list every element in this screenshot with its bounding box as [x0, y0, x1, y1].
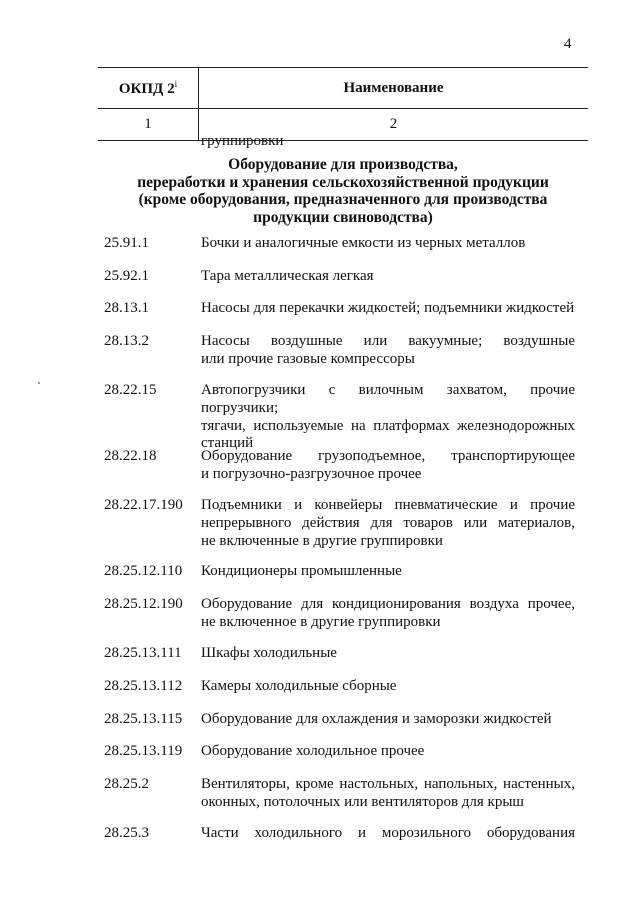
okpd-code: 28.25.13.111: [104, 645, 182, 661]
okpd-code: 25.91.1: [104, 235, 149, 251]
item-name-line: Оборудование для охлаждения и заморозки жидкостей: [201, 711, 552, 727]
item-name-line: не включенные в другие группировки: [201, 532, 443, 549]
item-name-line: непрерывного действия для товаров или материалов,: [201, 514, 575, 531]
item-name-line: Оборудование грузоподъемное, транспортирующее: [201, 448, 575, 464]
okpd-code: 28.22.17.190: [104, 497, 183, 513]
okpd-code: 28.25.13.115: [104, 711, 183, 727]
item-name-line: Части холодильного и морозильного оборудования: [201, 825, 575, 841]
item-name: [201, 711, 575, 729]
section-heading-line: переработки и хранения сельскохозяйственной продукции: [137, 173, 549, 191]
item-name-line: оконных, потолочных или вентиляторов для крыш: [201, 793, 524, 810]
item-name: [201, 333, 575, 369]
item-name: [201, 825, 575, 843]
item-name: [201, 497, 575, 550]
item-name-line: Автопогрузчики с вилочным захватом, прочие погрузчики;: [201, 382, 575, 416]
item-name-line: Насосы для перекачки жидкостей; подъемники жидкостей: [201, 300, 575, 316]
okpd-code: 28.25.13.119: [104, 743, 183, 759]
column-header-okpd: [98, 68, 199, 109]
section-heading-line: Оборудование для производства,: [228, 156, 458, 173]
item-name-line: Насосы воздушные или вакуумные; воздушные: [201, 333, 575, 349]
item-name-line: тягачи, используемые на платформах железнодорожных: [201, 417, 575, 434]
item-name-line: Тара металлическая легкая: [201, 268, 374, 284]
okpd-code: 25.92.1: [104, 268, 149, 284]
item-name-line: Бочки и аналогичные емкости из черных металлов: [201, 235, 526, 251]
okpd-code: 28.25.2: [104, 776, 149, 792]
okpd-code: 28.25.13.112: [104, 678, 183, 694]
okpd-code: 28.25.12.190: [104, 596, 183, 612]
section-heading-line: продукции свиноводства): [253, 208, 433, 226]
item-name: [201, 300, 575, 318]
item-name: [201, 235, 575, 253]
column-header-name: Наименование: [199, 68, 589, 109]
table-header: [98, 67, 588, 141]
item-name: [201, 678, 575, 696]
page-number: 4: [564, 36, 572, 52]
column-header-okpd-label: ОКПД 2: [118, 80, 175, 97]
item-name: [201, 448, 575, 484]
okpd-code: 28.13.2: [104, 333, 149, 349]
item-name-line: Вентиляторы, кроме настольных, напольных, настенных,: [201, 776, 575, 792]
item-name-line: Кондиционеры промышленные: [201, 563, 402, 579]
item-name: [201, 596, 575, 632]
okpd-code: 28.25.12.110: [104, 563, 183, 579]
item-name-line: Оборудование холодильное прочее: [201, 743, 425, 759]
column-number-1: 1: [98, 109, 199, 141]
item-name: [201, 645, 575, 663]
okpd-code: 28.22.18: [104, 448, 157, 464]
footnote-mark: i: [174, 78, 178, 89]
item-name: [201, 268, 575, 286]
section-heading: [98, 156, 588, 226]
scan-speck: [38, 382, 40, 384]
item-name-line: Оборудование для кондиционирования воздуха прочее,: [201, 596, 575, 612]
continuation-text: группировки: [201, 133, 284, 149]
item-name-line: Камеры холодильные сборные: [201, 678, 397, 694]
okpd-code: 28.25.3: [104, 825, 149, 841]
item-name-line: станций: [201, 435, 254, 452]
item-name: [201, 382, 575, 453]
item-name: [201, 776, 575, 812]
item-name-line: не включенное в другие группировки: [201, 613, 441, 630]
okpd-code: 28.22.15: [104, 382, 157, 398]
item-name-line: Шкафы холодильные: [201, 645, 337, 661]
item-name-line: или прочие газовые компрессоры: [201, 350, 415, 367]
section-heading-line: (кроме оборудования, предназначенного для производства: [138, 191, 548, 208]
item-name-line: и погрузочно-разгрузочное прочее: [201, 465, 422, 482]
okpd-code: 28.13.1: [104, 300, 149, 316]
column-number-2: 2: [199, 109, 589, 141]
item-name: [201, 563, 575, 581]
item-name: [201, 743, 575, 761]
item-name-line: Подъемники и конвейеры пневматические и прочие: [201, 497, 575, 513]
